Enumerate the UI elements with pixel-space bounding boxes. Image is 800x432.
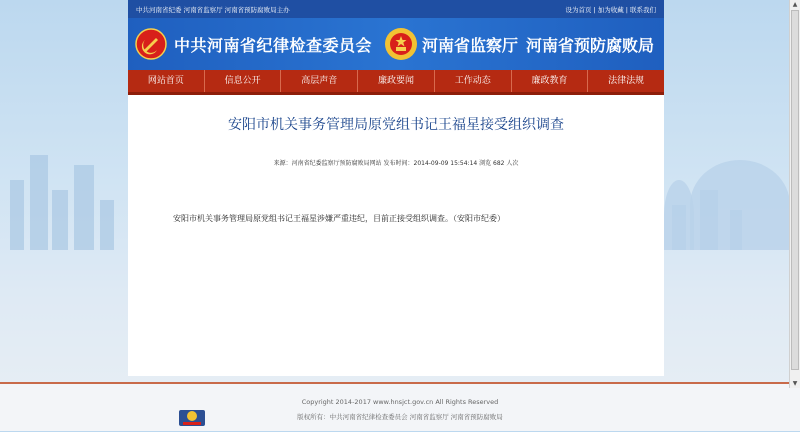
top-bar [128,0,664,18]
scroll-down-icon[interactable]: ▼ [792,380,798,387]
org-name-discipline-commission: 中共河南省纪律检查委员会 [174,35,373,55]
main-nav [128,70,664,95]
set-homepage-link[interactable]: 设为首页 [565,5,592,14]
nav-item-laws[interactable]: 法律法规 [608,76,645,86]
scroll-up-icon[interactable]: ▲ [792,1,798,8]
party-emblem-icon [134,27,168,61]
page-container [128,0,664,376]
contact-us-link[interactable]: 联系我们 [630,5,656,14]
org-name-anticorruption-bureau: 河南省预防腐败局 [526,35,655,55]
scrollbar-thumb[interactable] [791,10,799,370]
add-favorite-link[interactable]: 加为收藏 [597,5,624,14]
nav-item-home[interactable]: 网站首页 [128,70,205,92]
host-organizations: 中共河南省纪委 河南省监察厅 河南省预防腐败局主办 [136,5,290,14]
article-content [128,95,664,376]
nav-item-integrity-news[interactable]: 廉政要闻 [358,70,435,92]
top-links: 设为首页 | 加为收藏 | 联系我们 [565,5,656,14]
national-emblem-icon [384,27,418,61]
ownership-text: 版权所有：中共河南省纪律检查委员会 河南省监察厅 河南省预防腐败局 [297,413,503,421]
nav-item-leadership-voice[interactable]: 高层声音 [281,70,358,92]
nav-item-work-updates[interactable]: 工作动态 [435,70,512,92]
nav-item-integrity-education[interactable]: 廉政教育 [512,70,589,92]
site-footer [0,382,800,431]
article-title: 安阳市机关事务管理局原党组书记王福星接受组织调查 [228,117,564,133]
copyright-text: Copyright 2014-2017 www.hnsjct.gov.cn All Rights Reserved [301,398,499,406]
org-name-supervision-dept: 河南省监察厅 [422,35,519,55]
nav-item-info-disclosure[interactable]: 信息公开 [205,70,282,92]
vertical-scrollbar[interactable] [789,0,800,388]
article-body: 安阳市机关事务管理局原党组书记王福星涉嫌严重违纪，目前正接受组织调查。（安阳市纪委） [173,214,505,223]
site-banner [128,18,664,70]
article-meta: 来源：河南省纪委监察厅预防腐败局网站 发布时间：2014-09-09 15:54:14 浏览 682 人次 [273,160,519,167]
